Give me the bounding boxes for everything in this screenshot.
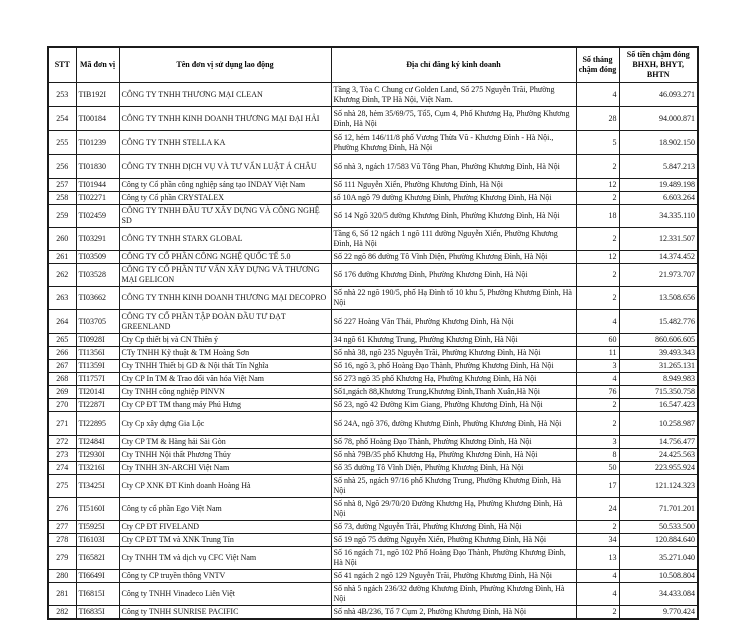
ten-don-vi-cell: CÔNG TY CỔ PHẦN TƯ VẤN XÂY DỰNG VÀ THƯƠNG MẠI GELICON [119,264,331,287]
dia-chi-cell: Số 73, đường Nguyễn Trãi, Phường Khương Đình, Hà Nội [331,521,576,534]
so-thang-cham-dong-cell: 12 [576,251,619,264]
ma-don-vi-cell: TI1359I [76,360,119,373]
so-thang-cham-dong-cell: 2 [576,606,619,620]
so-tien-cham-dong-cell: 715.350.758 [619,386,698,399]
stt-cell: 268 [48,373,76,386]
dia-chi-cell: Số1,ngách 88,Khương Trung,Khương Đình,Thanh Xuân,Hà Nội [331,386,576,399]
ma-don-vi-cell: TI6103I [76,534,119,547]
ten-don-vi-cell: CÔNG TY TNHH THƯƠNG MẠI CLEAN [119,83,331,107]
dia-chi-cell: Số 14 Ngõ 320/5 đường Khương Đình, Phường Khương Đình, Hà Nội [331,205,576,228]
header-dia-chi: Địa chỉ đăng ký kinh doanh [331,47,576,83]
table-row [48,310,698,334]
so-tien-cham-dong-cell: 5.847.213 [619,155,698,179]
stt-cell: 282 [48,606,76,620]
ten-don-vi-cell: Cty CP XNK ĐT Kinh doanh Hoàng Hà [119,475,331,498]
dia-chi-cell: Số nhà 22 ngõ 190/5, phố Hạ Đình tổ 10 khu 5, Phường Khương Đình, Hà Nội [331,287,576,310]
so-tien-cham-dong-cell: 13.508.656 [619,287,698,310]
ten-don-vi-cell: Công ty Cổ phần công nghiệp sáng tạo INDAY Việt Nam [119,179,331,192]
so-tien-cham-dong-cell: 12.331.507 [619,228,698,251]
table-row [48,498,698,521]
ma-don-vi-cell: TI1757I [76,373,119,386]
ten-don-vi-cell: CÔNG TY TNHH STELLA KA [119,131,331,155]
ten-don-vi-cell: Công ty Cổ phần CRYSTALEX [119,192,331,205]
so-thang-cham-dong-cell: 17 [576,475,619,498]
dia-chi-cell: Số nhà 25, ngách 97/16 phố Khương Trung, Phường Khương Đình, Hà Nội [331,475,576,498]
so-tien-cham-dong-cell: 94.000.871 [619,107,698,131]
ma-don-vi-cell: TI00184 [76,107,119,131]
so-thang-cham-dong-cell: 4 [576,83,619,107]
ma-don-vi-cell: TI6582I [76,547,119,570]
table-row [48,228,698,251]
stt-cell: 266 [48,347,76,360]
so-tien-cham-dong-cell: 24.425.563 [619,449,698,462]
so-tien-cham-dong-cell: 16.547.423 [619,399,698,412]
table-row [48,583,698,606]
stt-cell: 267 [48,360,76,373]
stt-cell: 280 [48,570,76,583]
so-thang-cham-dong-cell: 2 [576,399,619,412]
table-row [48,475,698,498]
so-thang-cham-dong-cell: 11 [576,347,619,360]
table-row [48,287,698,310]
so-tien-cham-dong-cell: 10.508.804 [619,570,698,583]
stt-cell: 269 [48,386,76,399]
dia-chi-cell: Số 111 Nguyễn Xiển, Phường Khương Đình, Hà Nội [331,179,576,192]
so-tien-cham-dong-cell: 31.265.131 [619,360,698,373]
table-header [48,47,698,83]
ma-don-vi-cell: TI3425I [76,475,119,498]
dia-chi-cell: Số 24A, ngõ 376, đường Khương Đình, Phường Khương Đình, Hà Nội [331,412,576,436]
ten-don-vi-cell: Cty CP In TM & Trao đổi văn hóa Việt Nam [119,373,331,386]
stt-cell: 256 [48,155,76,179]
ma-don-vi-cell: TI6649I [76,570,119,583]
ma-don-vi-cell: TI6815I [76,583,119,606]
table-row [48,131,698,155]
dia-chi-cell: Số nhà 4B/236, Tổ 7 Cụm 2, Phường Khương Đình, Hà Nội [331,606,576,620]
table-row [48,264,698,287]
so-thang-cham-dong-cell: 34 [576,534,619,547]
dia-chi-cell: Số 12, hẻm 146/11/8 phố Vương Thừa Vũ - Khương Đình - Hà Nội., Phường Khương Đình, Hà Nội [331,131,576,155]
ten-don-vi-cell: Cty TNHH công nghiệp PINVN [119,386,331,399]
table-row [48,360,698,373]
stt-cell: 260 [48,228,76,251]
stt-cell: 254 [48,107,76,131]
so-tien-cham-dong-cell: 223.955.924 [619,462,698,475]
stt-cell: 261 [48,251,76,264]
ma-don-vi-cell: TI03291 [76,228,119,251]
stt-cell: 278 [48,534,76,547]
so-thang-cham-dong-cell: 60 [576,334,619,347]
dia-chi-cell: số 10A ngõ 79 đường Khương Đình, Phường Khương Đình, Hà Nội [331,192,576,205]
ten-don-vi-cell: CÔNG TY CỔ PHẦN CÔNG NGHỆ QUỐC TẾ 5.0 [119,251,331,264]
so-tien-cham-dong-cell: 34.433.084 [619,583,698,606]
table-row [48,462,698,475]
so-tien-cham-dong-cell: 50.533.500 [619,521,698,534]
dia-chi-cell: Số nhà 5 ngách 236/32 đường Khương Đình, Phường Khương Đình, Hà Nội [331,583,576,606]
so-thang-cham-dong-cell: 2 [576,521,619,534]
dia-chi-cell: Tầng 6, Số 12 ngách 1 ngõ 111 đường Nguyễn Xiển, Phường Khương Đình, Hà Nội [331,228,576,251]
stt-cell: 275 [48,475,76,498]
ten-don-vi-cell: CÔNG TY CỔ PHẦN TẬP ĐOÀN ĐẦU TƯ ĐẠT GREENLAND [119,310,331,334]
so-tien-cham-dong-cell: 19.489.198 [619,179,698,192]
ma-don-vi-cell: TI2484I [76,436,119,449]
so-tien-cham-dong-cell: 6.603.264 [619,192,698,205]
so-tien-cham-dong-cell: 35.271.040 [619,547,698,570]
ten-don-vi-cell: Cty CP TM & Hàng hải Sài Gòn [119,436,331,449]
stt-cell: 281 [48,583,76,606]
so-tien-cham-dong-cell: 860.606.605 [619,334,698,347]
so-thang-cham-dong-cell: 3 [576,360,619,373]
dia-chi-cell: Số 78, phố Hoàng Đạo Thành, Phường Khương Đình, Hà Nội [331,436,576,449]
dia-chi-cell: Số 35 đường Tô Vĩnh Diện, Phường Khương Đình, Hà Nội [331,462,576,475]
ten-don-vi-cell: Cty CP ĐT TM thang máy Phú Hưng [119,399,331,412]
table-row [48,192,698,205]
ten-don-vi-cell: CTy TNHH Kỹ thuật & TM Hoàng Sơn [119,347,331,360]
dia-chi-cell: Số 16, ngõ 3, phố Hoàng Đạo Thành, Phường Khương Đình, Hà Nội [331,360,576,373]
ten-don-vi-cell: CÔNG TY TNHH KINH DOANH THƯƠNG MẠI DECOPRO [119,287,331,310]
header-so-tien-cham-dong: Số tiền chậm đóng BHXH, BHYT, BHTN [619,47,698,83]
so-thang-cham-dong-cell: 8 [576,449,619,462]
ma-don-vi-cell: TI5160I [76,498,119,521]
ma-don-vi-cell: TI2014I [76,386,119,399]
ma-don-vi-cell: TI03528 [76,264,119,287]
so-thang-cham-dong-cell: 4 [576,310,619,334]
dia-chi-cell: Số nhà 28, hẻm 35/69/75, Tổ5, Cụm 4, Phố Khương Hạ, Phường Khương Đình, Hà Nội [331,107,576,131]
ma-don-vi-cell: TI2287I [76,399,119,412]
header-ten-don-vi: Tên đơn vị sử dụng lao động [119,47,331,83]
so-thang-cham-dong-cell: 76 [576,386,619,399]
so-thang-cham-dong-cell: 18 [576,205,619,228]
stt-cell: 264 [48,310,76,334]
dia-chi-cell: Số 273 ngõ 35 phố Khương Hạ, Phường Khương Đình, Hà Nội [331,373,576,386]
stt-cell: 279 [48,547,76,570]
ma-don-vi-cell: TIB192I [76,83,119,107]
table-row [48,606,698,620]
ma-don-vi-cell: TI01239 [76,131,119,155]
so-tien-cham-dong-cell: 14.756.477 [619,436,698,449]
ma-don-vi-cell: TI2930I [76,449,119,462]
stt-cell: 272 [48,436,76,449]
ten-don-vi-cell: Cty TNHH 3N-ARCHI Việt Nam [119,462,331,475]
table-row [48,373,698,386]
stt-cell: 258 [48,192,76,205]
header-ma-don-vi: Mã đơn vị [76,47,119,83]
stt-cell: 263 [48,287,76,310]
ma-don-vi-cell: TI5925I [76,521,119,534]
dia-chi-cell: Tầng 3, Tòa C Chung cư Golden Land, Số 275 Nguyễn Trãi, Phường Khương Đình, TP Hà Nội, Việt Nam. [331,83,576,107]
header-row [48,47,698,83]
so-thang-cham-dong-cell: 5 [576,131,619,155]
table-row [48,534,698,547]
so-tien-cham-dong-cell: 21.973.707 [619,264,698,287]
so-thang-cham-dong-cell: 2 [576,287,619,310]
table-row [48,179,698,192]
table-row [48,399,698,412]
table-row [48,547,698,570]
ma-don-vi-cell: TI03509 [76,251,119,264]
so-tien-cham-dong-cell: 39.493.343 [619,347,698,360]
ma-don-vi-cell: TI3216I [76,462,119,475]
table-row [48,347,698,360]
ten-don-vi-cell: CÔNG TY TNHH DỊCH VỤ VÀ TƯ VẤN LUẬT Á CHÂU [119,155,331,179]
dia-chi-cell: Số 19 ngõ 75 đường Nguyễn Xiển, Phường Khương Đình, Hà Nội [331,534,576,547]
so-thang-cham-dong-cell: 4 [576,583,619,606]
table-row [48,412,698,436]
ma-don-vi-cell: TI01830 [76,155,119,179]
dia-chi-cell: Số 41 ngách 2 ngõ 129 Nguyễn Trãi, Phường Khương Đình, Hà Nội [331,570,576,583]
stt-cell: 255 [48,131,76,155]
ten-don-vi-cell: Cty CP ĐT FIVELAND [119,521,331,534]
ma-don-vi-cell: TI0928I [76,334,119,347]
ma-don-vi-cell: TI02271 [76,192,119,205]
stt-cell: 257 [48,179,76,192]
ten-don-vi-cell: Cty TNHH Thiết bị GD & Nội thất Tín Nghĩa [119,360,331,373]
so-thang-cham-dong-cell: 12 [576,179,619,192]
stt-cell: 276 [48,498,76,521]
ten-don-vi-cell: CÔNG TY TNHH KINH DOANH THƯƠNG MẠI ĐẠI HẢI [119,107,331,131]
so-tien-cham-dong-cell: 9.770.424 [619,606,698,620]
stt-cell: 273 [48,449,76,462]
so-thang-cham-dong-cell: 4 [576,373,619,386]
so-tien-cham-dong-cell: 8.949.983 [619,373,698,386]
table-row [48,83,698,107]
so-thang-cham-dong-cell: 13 [576,547,619,570]
so-thang-cham-dong-cell: 4 [576,570,619,583]
so-thang-cham-dong-cell: 24 [576,498,619,521]
dia-chi-cell: 34 ngõ 61 Khương Trung, Phường Khương Đình, Hà Nội [331,334,576,347]
table-row [48,334,698,347]
table-row [48,436,698,449]
so-tien-cham-dong-cell: 34.335.110 [619,205,698,228]
dia-chi-cell: Số 176 đường Khương Đình, Phường Khương Đình, Hà Nội [331,264,576,287]
late-payment-units-table [47,46,699,620]
dia-chi-cell: Số 22 ngõ 86 đường Tô Vĩnh Diện, Phường Khương Đình, Hà Nội [331,251,576,264]
ma-don-vi-cell: TI02459 [76,205,119,228]
ten-don-vi-cell: CÔNG TY TNHH ĐẦU TƯ XÂY DỰNG VÀ CÔNG NGHỆ SD [119,205,331,228]
table-row [48,449,698,462]
ten-don-vi-cell: Cty Cp thiết bị và CN Thiên ý [119,334,331,347]
stt-cell: 262 [48,264,76,287]
dia-chi-cell: Số nhà 38, ngõ 235 Nguyễn Trãi, Phường Khương Đình, Hà Nội [331,347,576,360]
so-thang-cham-dong-cell: 2 [576,412,619,436]
dia-chi-cell: Số nhà 79B/35 phố Khương Hạ, Phường Khương Đình, Hà Nội [331,449,576,462]
so-tien-cham-dong-cell: 120.884.640 [619,534,698,547]
stt-cell: 265 [48,334,76,347]
ma-don-vi-cell: TI01944 [76,179,119,192]
so-tien-cham-dong-cell: 121.124.323 [619,475,698,498]
so-thang-cham-dong-cell: 2 [576,264,619,287]
so-tien-cham-dong-cell: 46.093.271 [619,83,698,107]
stt-cell: 270 [48,399,76,412]
table-row [48,107,698,131]
stt-cell: 271 [48,412,76,436]
table-row [48,521,698,534]
so-thang-cham-dong-cell: 3 [576,436,619,449]
so-thang-cham-dong-cell: 50 [576,462,619,475]
ten-don-vi-cell: Cty TNHH Nội thất Phương Thủy [119,449,331,462]
ma-don-vi-cell: TI03662 [76,287,119,310]
ten-don-vi-cell: Cty Cp xây dựng Gia Lộc [119,412,331,436]
so-tien-cham-dong-cell: 14.374.452 [619,251,698,264]
ten-don-vi-cell: Cty TNHH TM và dịch vụ CFC Việt Nam [119,547,331,570]
ten-don-vi-cell: CÔNG TY TNHH STARX GLOBAL [119,228,331,251]
ma-don-vi-cell: TI03705 [76,310,119,334]
stt-cell: 277 [48,521,76,534]
so-thang-cham-dong-cell: 2 [576,155,619,179]
dia-chi-cell: Số nhà 3, ngách 17/583 Vũ Tông Phan, Phường Khương Đình, Hà Nội [331,155,576,179]
stt-cell: 274 [48,462,76,475]
ma-don-vi-cell: TI1356I [76,347,119,360]
table-row [48,155,698,179]
ten-don-vi-cell: Cty CP ĐT TM và XNK Trung Tín [119,534,331,547]
table-row [48,251,698,264]
ten-don-vi-cell: Công ty TNHH SUNRISE PACIFIC [119,606,331,620]
table-row [48,205,698,228]
dia-chi-cell: Số 16 ngách 71, ngõ 102 Phố Hoàng Đạo Thành, Phường Khương Đình, Hà Nội [331,547,576,570]
table-body [48,83,698,620]
so-thang-cham-dong-cell: 28 [576,107,619,131]
stt-cell: 253 [48,83,76,107]
table-row [48,570,698,583]
ma-don-vi-cell: TI22895 [76,412,119,436]
ten-don-vi-cell: Công ty CP truyền thông VNTV [119,570,331,583]
dia-chi-cell: Số 23, ngõ 42 Đường Kim Giang, Phường Khương Đình, Hà Nội [331,399,576,412]
ten-don-vi-cell: Công ty cổ phần Ego Việt Nam [119,498,331,521]
so-tien-cham-dong-cell: 15.482.776 [619,310,698,334]
table-row [48,386,698,399]
so-tien-cham-dong-cell: 10.258.987 [619,412,698,436]
so-thang-cham-dong-cell: 2 [576,192,619,205]
so-thang-cham-dong-cell: 2 [576,228,619,251]
ma-don-vi-cell: TI6835I [76,606,119,620]
stt-cell: 259 [48,205,76,228]
so-tien-cham-dong-cell: 18.902.150 [619,131,698,155]
dia-chi-cell: Số 227 Hoàng Văn Thái, Phường Khương Đình, Hà Nội [331,310,576,334]
dia-chi-cell: Số nhà 8, Ngõ 29/70/20 Đường Khương Hạ, Phường Khương Đình, Hà Nội [331,498,576,521]
ten-don-vi-cell: Công ty TNHH Vinadeco Liên Việt [119,583,331,606]
header-so-thang-cham-dong: Số tháng chậm đóng [576,47,619,83]
so-tien-cham-dong-cell: 71.701.201 [619,498,698,521]
header-stt: STT [48,47,76,83]
